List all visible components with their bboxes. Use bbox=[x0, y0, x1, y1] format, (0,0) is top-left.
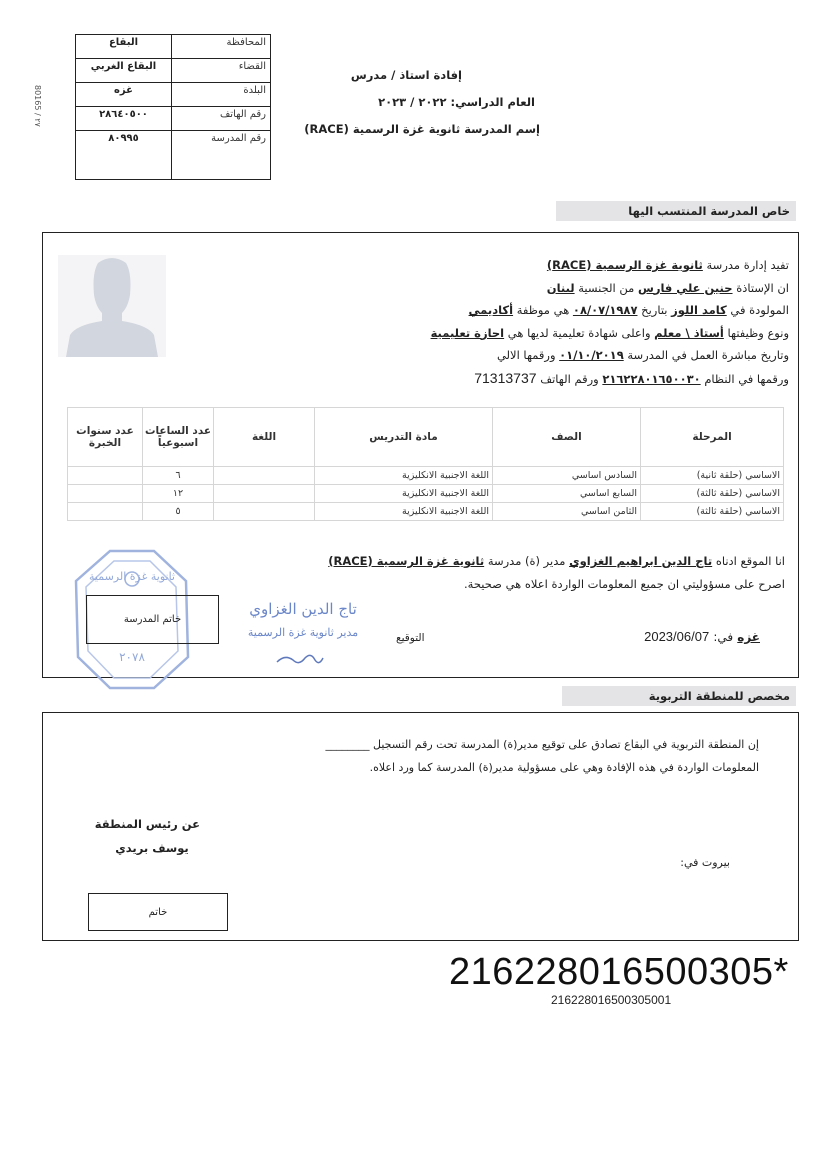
signature-label: التوقيع bbox=[396, 632, 425, 644]
table-row bbox=[68, 485, 784, 503]
birth-place: كامد اللوز bbox=[671, 303, 727, 317]
cell-stage: الاساسي (حلقة ثانية) bbox=[641, 467, 784, 485]
col-weekly-hours: عدد الساعات اسبوعياً bbox=[143, 408, 214, 467]
school-stamp-label: خاتم المدرسة bbox=[123, 614, 182, 625]
region-signer-name: يوسف بريدي bbox=[115, 841, 189, 855]
birth-date: ٠٨/٠٧/١٩٨٧ bbox=[572, 303, 638, 317]
highest-degree: اجازة تعليمية bbox=[430, 325, 505, 340]
region-approval-line-2: المعلومات الواردة في هذه الإفادة وهي على مسؤولية مدير(ة) المدرسة كما ورد اعلاه. bbox=[369, 760, 759, 774]
cell-language bbox=[214, 503, 315, 521]
col-subject: مادة التدريس bbox=[315, 408, 493, 467]
school-name-underlined: ثانوية غزة الرسمية (RACE) bbox=[546, 258, 703, 272]
cell-experience bbox=[68, 467, 143, 485]
start-date: ٠١/١٠/٢٠١٩ bbox=[559, 348, 624, 362]
teacher-info-paragraph bbox=[269, 254, 789, 390]
cell-language bbox=[214, 485, 315, 503]
text-school-intro: تفيد إدارة مدرسة bbox=[706, 258, 789, 272]
para-line-5 bbox=[269, 344, 789, 367]
cell-hours: ٦ bbox=[143, 467, 214, 485]
place-date bbox=[630, 629, 760, 645]
principal-signature-title: مدير ثانوية غزة الرسمية bbox=[247, 626, 359, 639]
job-title: أستاذ \ معلم bbox=[654, 325, 724, 340]
academic-year bbox=[370, 95, 535, 109]
town-label: البلدة bbox=[172, 83, 271, 107]
side-reference-number: 80165 / ٢٧ bbox=[33, 85, 42, 127]
info-row-phone bbox=[76, 107, 271, 131]
text-on-date: بتاريخ bbox=[641, 303, 668, 317]
cell-grade: السابع اساسي bbox=[493, 485, 641, 503]
cell-experience bbox=[68, 503, 143, 521]
declaration-line-1 bbox=[265, 550, 785, 573]
district-label: القضاء bbox=[172, 59, 271, 83]
stamp-text: ثانوية غزة الرسمية bbox=[89, 570, 175, 583]
place-name: غزه bbox=[737, 630, 760, 644]
text-principal-of: مدير (ة) مدرسة bbox=[487, 554, 566, 568]
teacher-phone: 71313737 bbox=[474, 369, 537, 386]
region-signer-title: عن رئيس المنطقة bbox=[94, 817, 200, 831]
cell-stage: الاساسي (حلقة ثالثة) bbox=[641, 503, 784, 521]
text-employee-type: هي موظفة bbox=[516, 303, 570, 317]
phone-value: ٢٨٦٤٠٥٠٠ bbox=[76, 107, 172, 131]
info-row-town bbox=[76, 83, 271, 107]
section-region-header: مخصص للمنطقة التربوية bbox=[562, 686, 796, 706]
person-photo-placeholder-icon bbox=[58, 255, 166, 357]
place-suffix: في: bbox=[713, 630, 734, 644]
district-value: البقاع الغربي bbox=[76, 59, 172, 83]
school-stamp-box bbox=[86, 595, 219, 644]
teacher-name: حنين علي فارس bbox=[637, 280, 733, 295]
text-auto-number: ورقمها الالي bbox=[496, 348, 556, 362]
principal-name: تاج الدين ابراهيم الغزاوي bbox=[569, 554, 713, 568]
cell-subject: اللغة الاجنبية الانكليزية bbox=[315, 485, 493, 503]
cell-subject: اللغة الاجنبية الانكليزية bbox=[315, 503, 493, 521]
text-job-type: ونوع وظيفتها bbox=[727, 325, 789, 340]
text-phone: ورقم الهاتف bbox=[540, 371, 599, 386]
text-system-number: ورقمها في النظام bbox=[704, 371, 789, 386]
text-nationality-intro: من الجنسية bbox=[578, 280, 635, 295]
para-line-3 bbox=[269, 299, 789, 322]
document-title: إفادة استاذ / مدرس bbox=[350, 68, 462, 82]
governorate-label: المحافظة bbox=[172, 35, 271, 59]
col-grade: الصف bbox=[493, 408, 641, 467]
barcode-number-small: 216228016500305001 bbox=[551, 993, 672, 1007]
table-row bbox=[68, 467, 784, 485]
school-name-value: ثانوية غزة الرسمية (RACE) bbox=[304, 122, 461, 136]
region-approval-text bbox=[239, 734, 759, 779]
region-approval-line-1: إن المنطقة التربوية في البقاع تصادق على توقيع مدير(ة) المدرسة تحت رقم التسجيل ________ bbox=[325, 738, 759, 751]
info-row-governorate bbox=[76, 35, 271, 59]
town-value: غزه bbox=[76, 83, 172, 107]
text-start-date: وتاريخ مباشرة العمل في المدرسة bbox=[627, 348, 789, 362]
cell-stage: الاساسي (حلقة ثالثة) bbox=[641, 485, 784, 503]
school-number-value: ٨٠٩٩٥ bbox=[76, 131, 172, 180]
region-stamp-box bbox=[88, 893, 228, 931]
region-stamp-label: خاتم bbox=[148, 906, 168, 918]
barcode-number-large: 216228016500305* bbox=[449, 951, 789, 993]
para-line-2 bbox=[269, 277, 789, 300]
region-place-date: بيروت في: bbox=[680, 856, 730, 869]
col-stage: المرحلة bbox=[641, 408, 784, 467]
col-language: اللغة bbox=[214, 408, 315, 467]
cell-hours: ١٢ bbox=[143, 485, 214, 503]
signature-scribble-icon bbox=[275, 650, 325, 670]
text-undersigned: انا الموقع ادناه bbox=[715, 554, 785, 568]
academic-year-label: العام الدراسي: bbox=[450, 95, 535, 109]
text-born-in: المولودة في bbox=[730, 303, 789, 317]
declaration-line-2: اصرح على مسؤوليتي ان جميع المعلومات الواردة اعلاه هي صحيحة. bbox=[464, 576, 785, 591]
school-number-label: رقم المدرسة bbox=[172, 131, 271, 180]
cell-subject: اللغة الاجنبية الانكليزية bbox=[315, 467, 493, 485]
system-number: ٢١٦٢٢٨٠١٦٥٠٠٣٠ bbox=[602, 371, 701, 386]
cell-grade: السادس اساسي bbox=[493, 467, 641, 485]
teaching-table bbox=[67, 407, 784, 521]
section-school-header: خاص المدرسة المنتسب اليها bbox=[556, 201, 796, 221]
principal-declaration bbox=[265, 550, 785, 595]
employee-type: أكاديمي bbox=[468, 303, 514, 317]
school-name-line bbox=[304, 122, 540, 136]
phone-label: رقم الهاتف bbox=[172, 107, 271, 131]
cell-experience bbox=[68, 485, 143, 503]
school-info-table bbox=[75, 34, 271, 180]
para-line-4 bbox=[269, 322, 789, 345]
info-row-school-number bbox=[76, 131, 271, 180]
governorate-value: البقاع bbox=[76, 35, 172, 59]
cell-grade: الثامن اساسي bbox=[493, 503, 641, 521]
col-experience-years: عدد سنوات الخبرة bbox=[68, 408, 143, 467]
text-teacher-intro: ان الإستاذة bbox=[736, 280, 789, 295]
cell-language bbox=[214, 467, 315, 485]
para-line-6 bbox=[269, 367, 789, 391]
declaration-school-name: ثانوية غزة الرسمية (RACE) bbox=[328, 554, 485, 568]
table-row bbox=[68, 503, 784, 521]
stamp-number: ٢٠٧٨ bbox=[119, 650, 145, 664]
principal-signature-name: تاج الدين الغزاوي bbox=[249, 600, 357, 618]
school-name-label: إسم المدرسة bbox=[464, 122, 540, 136]
teaching-table-header bbox=[68, 408, 784, 467]
text-highest-degree: واعلى شهادة تعليمية لديها هي bbox=[507, 325, 651, 340]
para-line-1 bbox=[269, 254, 789, 277]
teacher-nationality: لبنان bbox=[546, 280, 575, 295]
declaration-date: 2023/06/07 bbox=[644, 629, 710, 644]
info-row-district bbox=[76, 59, 271, 83]
academic-year-value: ٢٠٢٢ / ٢٠٢٣ bbox=[378, 95, 447, 109]
cell-hours: ٥ bbox=[143, 503, 214, 521]
